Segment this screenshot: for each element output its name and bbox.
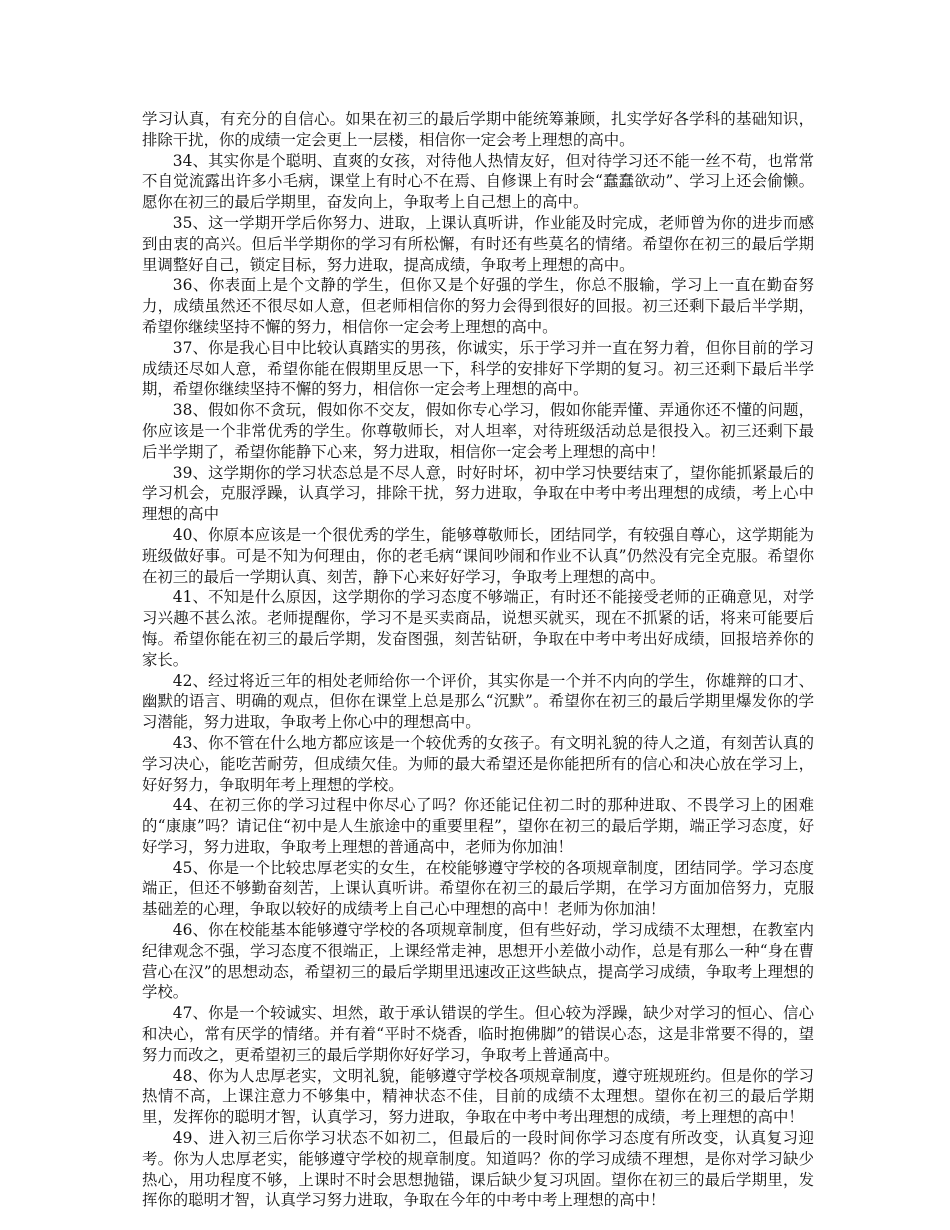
paragraph-35: 35、这一学期开学后你努力、进取，上课认真听讲，作业能及时完成，老师曾为你的进步而感到由衷的高兴。但后半学期你的学习有所松懈，有时还有些莫名的情绪。希望你在初三的最后学期里调整好自己，锁定目标，努力进取，提高成绩，争取考上理想的高中。 [142,213,814,274]
paragraph-45: 45、你是一个比较忠厚老实的女生，在校能够遵守学校的各项规章制度，团结同学。学习态度端正，但还不够勤奋刻苦，上课认真听讲。希望你在初三的最后学期，在学习方面加倍努力，克服基础差的心理，争取以较好的成绩考上自己心中理想的高中！老师为你加油！ [142,858,814,919]
paragraph-49: 49、进入初三后你学习状态不如初二，但最后的一段时间你学习态度有所改变，认真复习迎考。你为人忠厚老实，能够遵守学校的规章制度。知道吗？你的学习成绩不理想，是你对学习缺少热心，用功程度不够，上课时不时会思想抛锚，课后缺少复习巩固。望你在初三的最后学期里，发挥你的聪明才智，认真学习努力进取，争取在今年的中考中考上理想的高中！ [142,1129,814,1210]
paragraph-40: 40、你原本应该是一个很优秀的学生，能够尊敬师长，团结同学，有较强自尊心，这学期能为班级做好事。可是不知为何理由，你的老毛病“课间吵闹和作业不认真”仍然没有完全克服。希望你在初三的最后一学期认真、刻苦，静下心来好好学习，争取考上理想的高中。 [142,525,814,586]
paragraph-43: 43、你不管在什么地方都应该是一个较优秀的女孩子。有文明礼貌的待人之道，有刻苦认真的学习决心，能吃苦耐劳，但成绩欠佳。为师的最大希望还是你能把所有的信心和决心放在学习上，好好努力，争取明年考上理想的学校。 [142,733,814,794]
paragraph-39: 39、这学期你的学习状态总是不尽人意，时好时坏，初中学习快要结束了，望你能抓紧最后的学习机会，克服浮躁，认真学习，排除干扰，努力进取，争取在中考中考出理想的成绩，考上心中理想的高中 [142,463,814,524]
paragraph-46: 46、你在校能基本能够遵守学校的各项规章制度，但有些好动，学习成绩不太理想，在教室内纪律观念不强，学习态度不很端正，上课经常走神，思想开小差做小动作，总是有那么一种“身在曹营心在汉”的思想动态，希望初三的最后学期里迅速改正这些缺点，提高学习成绩，争取考上理想的学校。 [142,921,814,1002]
paragraph-42: 42、经过将近三年的相处老师给你一个评价，其实你是一个并不内向的学生，你雄辩的口才、幽默的语言、明确的观点，但你在课堂上总是那么“沉默”。希望你在初三的最后学期里爆发你的学习潜能，努力进取，争取考上你心中的理想高中。 [142,671,814,732]
paragraph-41: 41、不知是什么原因，这学期你的学习态度不够端正，有时还不能接受老师的正确意见，对学习兴趣不甚么浓。老师提醒你，学习不是买卖商品，说想买就买，现在不抓紧的话，将来可能要后悔。希望你能在初三的最后学期，发奋图强，刻苦钻研，争取在中考中考出好成绩，回报培养你的家长。 [142,588,814,669]
paragraph-36: 36、你表面上是个文静的学生，但你又是个好强的学生，你总不服输，学习上一直在勤奋努力，成绩虽然还不很尽如人意，但老师相信你的努力会得到很好的回报。初三还剩下最后半学期，希望你继续坚持不懈的努力，相信你一定会考上理想的高中。 [142,276,814,336]
document-body [142,109,814,1211]
paragraph-37: 37、你是我心目中比较认真踏实的男孩，你诚实，乐于学习并一直在努力着，但你目前的学习成绩还尽如人意，希望你能在假期里反思一下，科学的安排好下学期的复习。初三还剩下最后半学期，希望你继续坚持不懈的努力，相信你一定会考上理想的高中。 [142,338,814,399]
paragraph-44: 44、在初三你的学习过程中你尽心了吗？你还能记住初二时的那种进取、不畏学习上的困难的“康康”吗？请记住“初中是人生旅途中的重要里程”，望你在初三的最后学期，端正学习态度，好好学习，努力进取，争取考上理想的普通高中，老师为你加油！ [142,796,814,856]
paragraph-38: 38、假如你不贪玩，假如你不交友，假如你专心学习，假如你能弄懂、弄通你还不懂的问题，你应该是一个非常优秀的学生。你尊敬师长，对人坦率，对待班级活动总是很投入。初三还剩下最后半学期了，希望你能静下心来，努力进取，相信你一定会考上理想的高中！ [142,401,814,461]
paragraph-48: 48、你为人忠厚老实，文明礼貌，能够遵守学校各项规章制度，遵守班规班约。但是你的学习热情不高，上课注意力不够集中，精神状态不佳，目前的成绩不太理想。望你在初三的最后学期里，发挥你的聪明才智，认真学习，努力进取，争取在中考中考出理想的成绩，考上理想的高中！ [142,1066,814,1127]
paragraph-47: 47、你是一个较诚实、坦然，敢于承认错误的学生。但心较为浮躁，缺少对学习的恒心、信心和决心，常有厌学的情绪。并有着“平时不烧香，临时抱佛脚”的错误心态，这是非常要不得的，望努力而改之，更希望初三的最后学期你好好学习，争取考上普通高中。 [142,1004,814,1064]
paragraph-continuation: 学习认真，有充分的自信心。如果在初三的最后学期中能统筹兼顾，扎实学好各学科的基础知识，排除干扰，你的成绩一定会更上一层楼，相信你一定会考上理想的高中。 [142,110,814,149]
paragraph-34: 34、其实你是个聪明、直爽的女孩，对待他人热情友好，但对待学习还不能一丝不苟，也常常不自觉流露出许多小毛病，课堂上有时心不在焉、自修课上有时会“蠢蠢欲动”、学习上还会偷懒。愿你在初三的最后学期里，奋发向上，争取考上自己想上的高中。 [142,151,814,212]
